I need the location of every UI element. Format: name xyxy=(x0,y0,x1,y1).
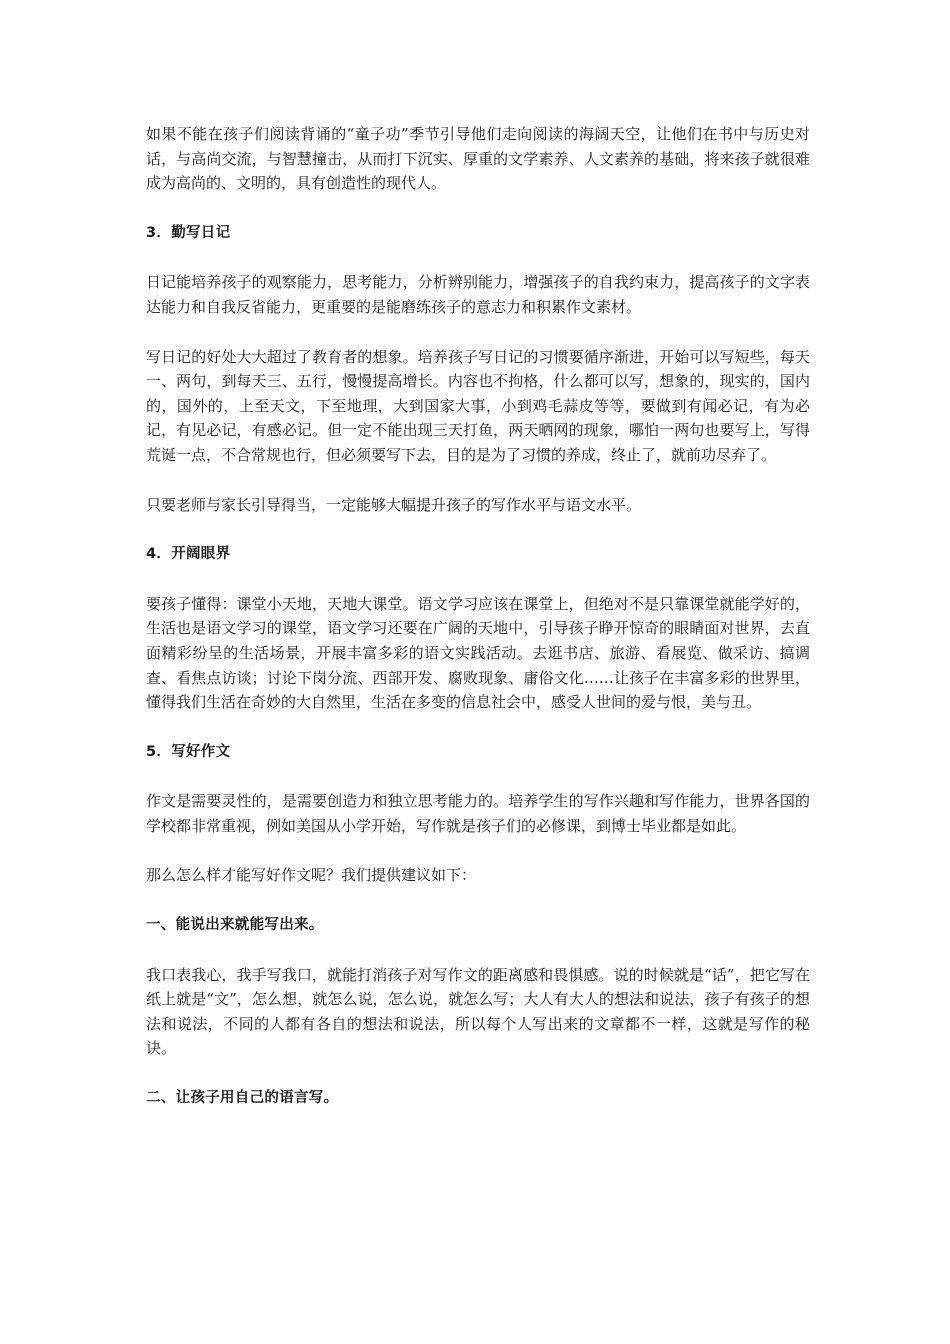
paragraph-diary-benefits: 日记能培养孩子的观察能力，思考能力，分析辨别能力，增强孩子的自我约束力，提高孩子的文字表达能力和自我反省能力，更重要的是能磨练孩子的意志力和积累作文素材。 xyxy=(146,273,810,316)
paragraph-guidance: 只要老师与家长引导得当，一定能够大幅提升孩子的写作水平与语文水平。 xyxy=(146,495,642,514)
paragraph-diary-habit: 写日记的好处大大超过了教育者的想象。培养孩子写日记的习惯要循序渐进，开始可以写短些，每天一、两句，到每天三、五行，慢慢提高增长。内容也不拘格，什么都可以写，想象的，现实的，国内的，国外的，上至天文，下至地理，大到国家大事，小到鸡毛蒜皮等等，要做到有闻必记，有为必记，有见必记，有感必记。但一定不能出现三天打鱼，两天晒网的现象，哪怕一两句也要写上，写得荒诞一点，不合常规也行，但必须要写下去，目的是为了习惯的养成，终止了，就前功尽弃了。 xyxy=(146,347,810,464)
paragraph-horizons: 要孩子懂得：课堂小天地，天地大课堂。语文学习应该在课堂上，但绝对不是只靠课堂就能学好的，生活也是语文学习的课堂，语文学习还要在广阔的天地中，引导孩子睁开惊奇的眼睛面对世界，去直面精彩纷呈的生活场景，开展丰富多彩的语文实践活动。去逛书店、旅游、看展览、做采访、搞调查、看焦点访谈；讨论下岗分流、西部开发、腐败现象、庸俗文化……让孩子在丰富多彩的世界里，懂得我们生活在奇妙的大自然里，生活在多变的信息社会中，感受人世间的爱与恨，美与丑。 xyxy=(146,594,810,712)
section-heading-horizons: 4．开阔眼界 xyxy=(146,546,231,563)
paragraph-reading: 如果不能在孩子们阅读背诵的“童子功”季节引导他们走向阅读的海阔天空，让他们在书中与历史对话，与高尚交流，与智慧撞击，从而打下沉实、厚重的文学素养、人文素养的基础，将来孩子就很难成为高尚的、文明的，具有创造性的现代人。 xyxy=(146,125,810,193)
section-heading-diary: 3．勤写日记 xyxy=(146,224,231,241)
subheading-own-language: 二、让孩子用自己的语言写。 xyxy=(146,1090,339,1107)
subheading-speak-write: 一、能说出来就能写出来。 xyxy=(146,917,324,934)
paragraph-composition: 作文是需要灵性的，是需要创造力和独立思考能力的。培养学生的写作兴趣和写作能力，世界各国的学校都非常重视，例如美国从小学开始，写作就是孩子们的必修课，到博士毕业都是如此。 xyxy=(146,792,810,835)
paragraph-speak-write: 我口表我心，我手写我口，就能打消孩子对写作文的距离感和畏惧感。说的时候就是“话”，把它写在纸上就是“文”，怎么想，就怎么说，怎么说，就怎么写；大人有大人的想法和说法，孩子有孩子的想法和说法，不同的人都有各自的想法和说法，所以每个人写出来的文章都不一样，这就是写作的秘诀。 xyxy=(146,965,810,1058)
section-heading-composition: 5．写好作文 xyxy=(146,743,231,760)
document-body xyxy=(146,122,810,1111)
paragraph-suggestions-intro: 那么怎么样才能写好作文呢？我们提供建议如下： xyxy=(146,866,477,885)
